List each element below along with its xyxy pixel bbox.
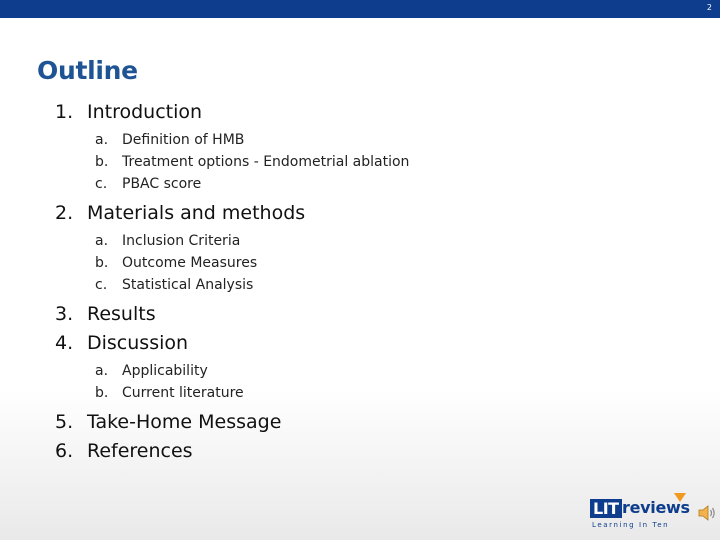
outline-label: Materials and methods xyxy=(87,202,306,224)
outline-label: Introduction xyxy=(87,101,203,123)
logo-lit-text: LIT xyxy=(590,499,622,518)
sub-letter: c. xyxy=(95,277,108,293)
slide-title: Outline xyxy=(37,56,138,85)
litreviews-logo xyxy=(588,490,713,535)
sub-label: Outcome Measures xyxy=(122,255,258,271)
outline-number: 4. xyxy=(55,332,74,354)
outline-item xyxy=(55,300,615,329)
sub-letter: b. xyxy=(95,385,109,401)
sub-item xyxy=(55,230,615,252)
sub-list xyxy=(55,129,615,195)
outline-label: Results xyxy=(87,303,156,325)
sub-item xyxy=(55,360,615,382)
outline-number: 5. xyxy=(55,411,74,433)
outline-label: Take-Home Message xyxy=(87,411,282,433)
sub-label: Current literature xyxy=(122,385,244,401)
outline-item xyxy=(55,98,615,127)
outline-number: 1. xyxy=(55,101,74,123)
outline-label: Discussion xyxy=(87,332,189,354)
sub-item xyxy=(55,274,615,296)
sub-letter: b. xyxy=(95,255,109,271)
sub-letter: a. xyxy=(95,363,109,379)
sub-label: Inclusion Criteria xyxy=(122,233,241,249)
sub-label: PBAC score xyxy=(122,176,202,192)
sub-list xyxy=(55,230,615,296)
sub-label: Definition of HMB xyxy=(122,132,245,148)
sub-item xyxy=(55,252,615,274)
sub-letter: a. xyxy=(95,233,109,249)
sub-item xyxy=(55,129,615,151)
outline-item xyxy=(55,437,615,466)
outline-number: 3. xyxy=(55,303,74,325)
outline-label: References xyxy=(87,440,193,462)
logo-triangle-icon xyxy=(674,493,686,502)
sub-item xyxy=(55,173,615,195)
sub-letter: b. xyxy=(95,154,109,170)
slide-number: 2 xyxy=(706,3,712,12)
sub-label: Treatment options - Endometrial ablation xyxy=(122,154,410,170)
sub-letter: a. xyxy=(95,132,109,148)
sub-item xyxy=(55,382,615,404)
outline-item xyxy=(55,329,615,358)
outline-item xyxy=(55,199,615,228)
outline-list xyxy=(55,98,615,466)
sub-list xyxy=(55,360,615,404)
sub-label: Applicability xyxy=(122,363,208,379)
outline-item xyxy=(55,408,615,437)
logo-reviews-text: reviews xyxy=(622,498,690,517)
top-bar xyxy=(0,0,720,18)
sub-label: Statistical Analysis xyxy=(122,277,254,293)
speaker-icon[interactable] xyxy=(697,503,717,523)
outline-number: 6. xyxy=(55,440,74,462)
sub-item xyxy=(55,151,615,173)
outline-number: 2. xyxy=(55,202,74,224)
logo-tagline: Learning In Ten xyxy=(592,521,670,529)
sub-letter: c. xyxy=(95,176,108,192)
